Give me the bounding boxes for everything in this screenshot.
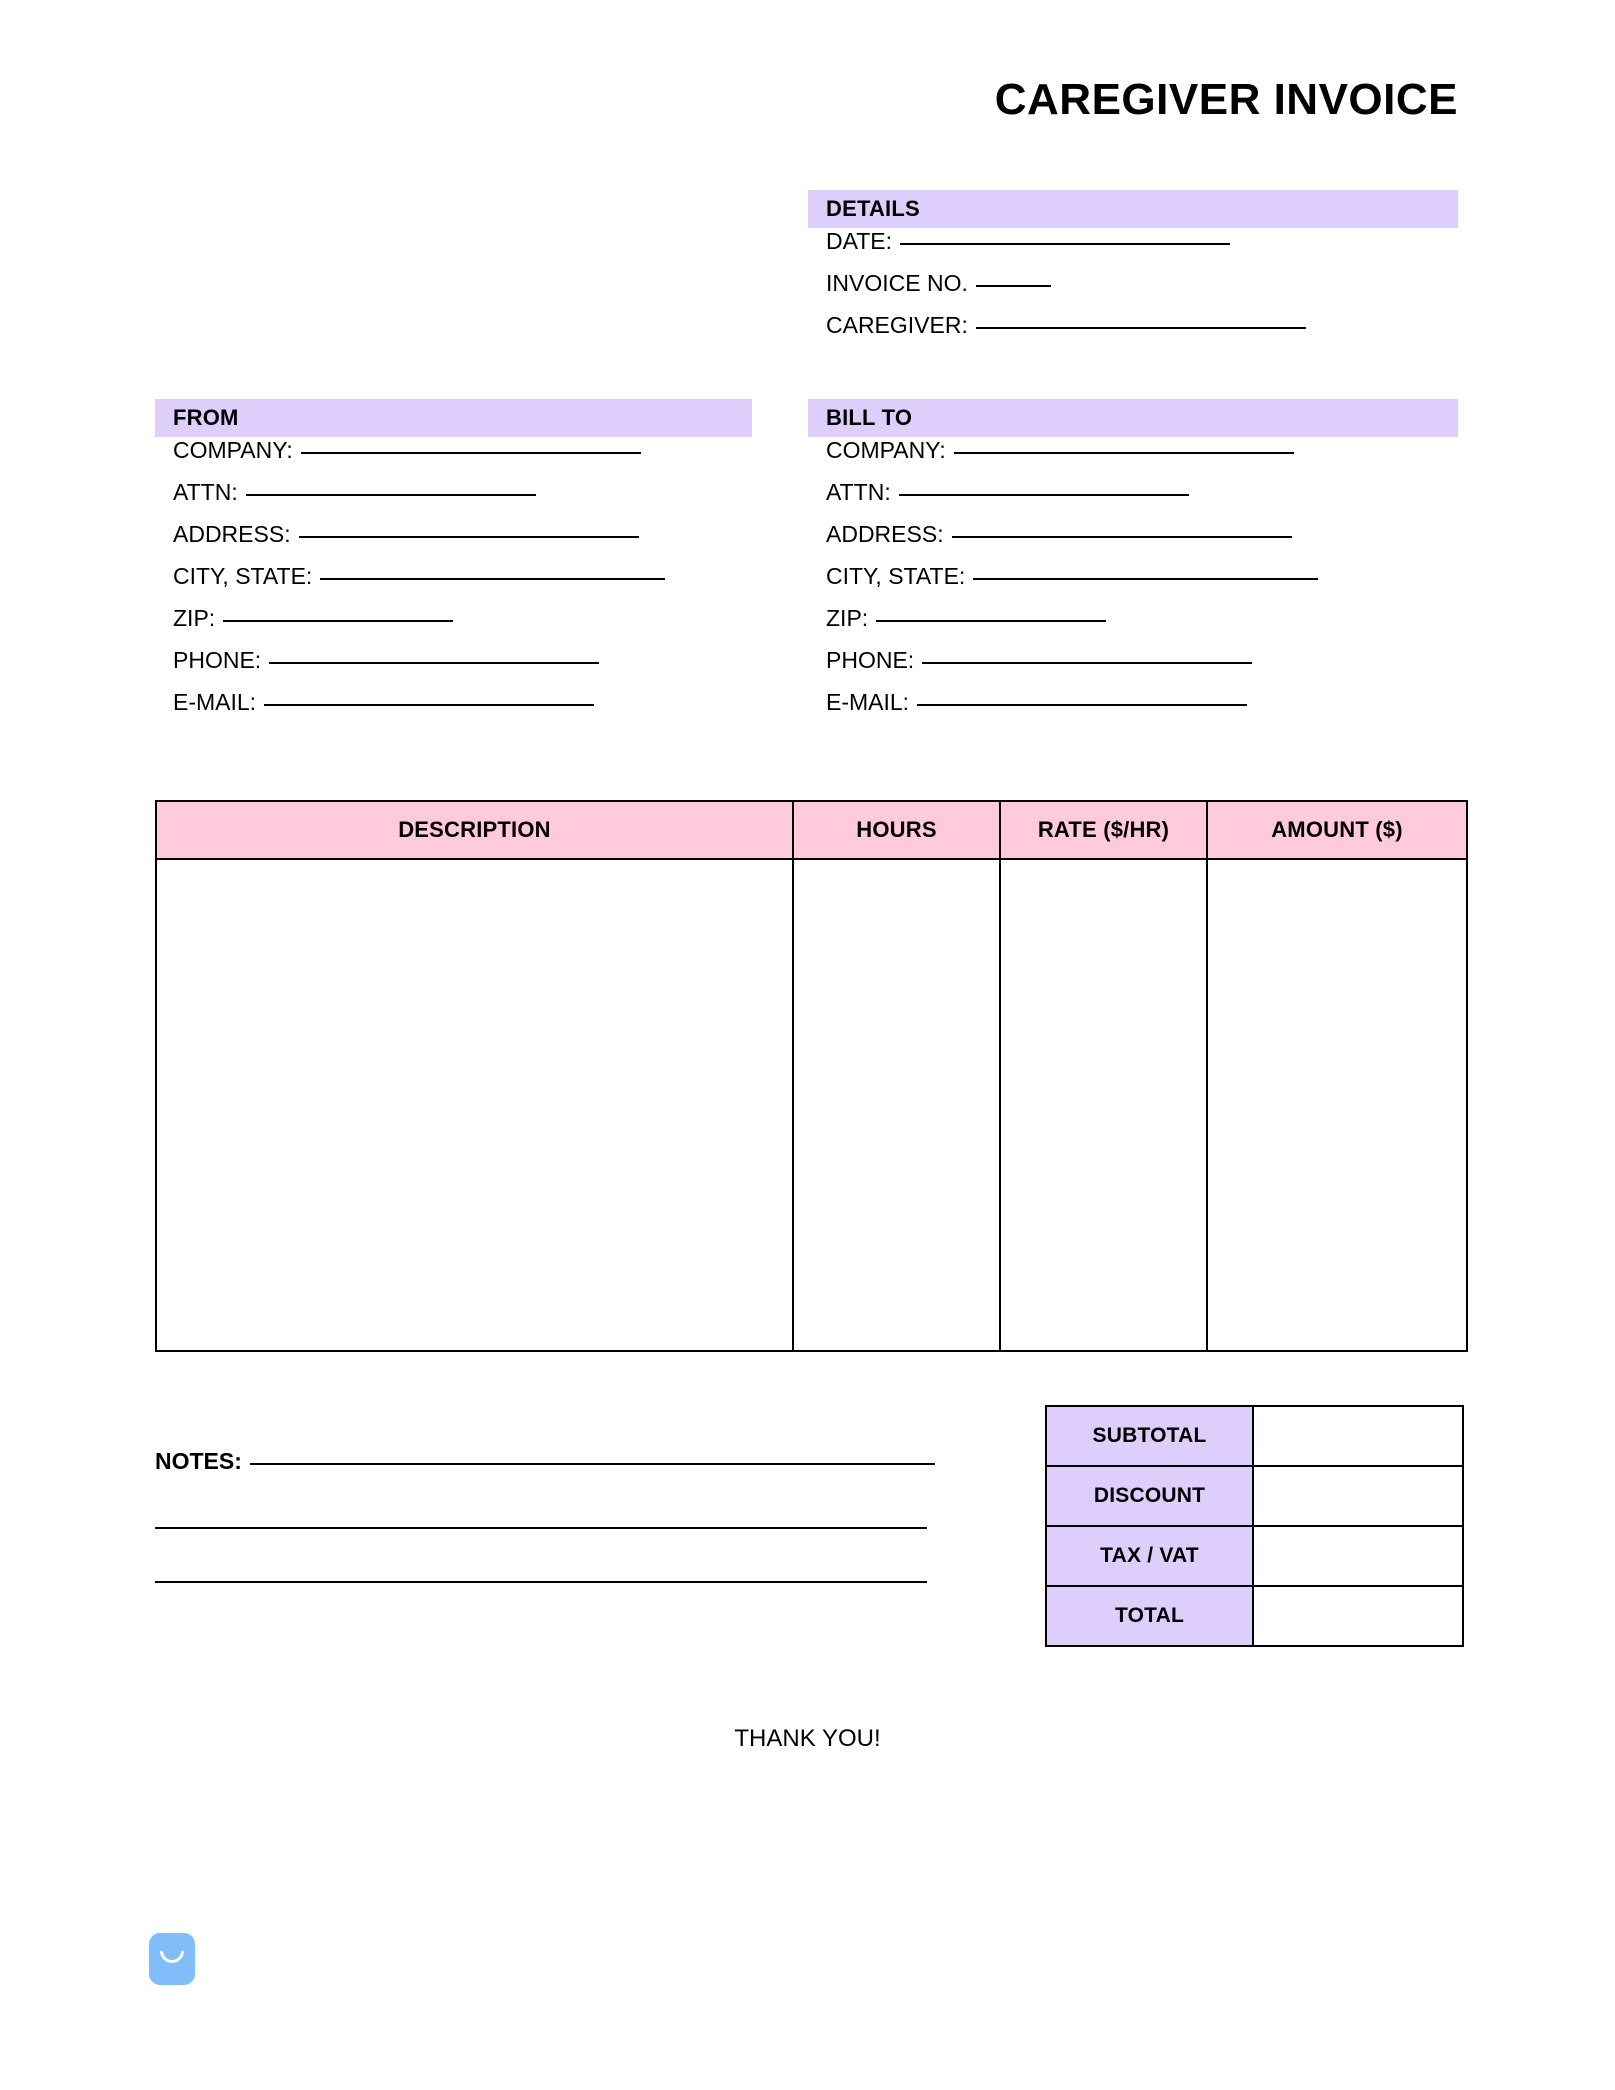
line-item-rate-cell[interactable] — [1000, 859, 1207, 1351]
line-items-entry-row — [156, 859, 1467, 1351]
from-field-phone — [155, 647, 752, 689]
bill-to-field-email-input[interactable] — [917, 704, 1247, 706]
notes-input-line-2[interactable] — [155, 1527, 927, 1529]
bill-to-field-address-input[interactable] — [952, 536, 1292, 538]
from-field-attn-input[interactable] — [246, 494, 536, 496]
details-field-caregiver-label: CAREGIVER: — [826, 312, 968, 338]
details-field-invoice-no — [808, 270, 1458, 312]
line-item-amount-cell[interactable] — [1207, 859, 1467, 1351]
totals-value-discount[interactable] — [1253, 1466, 1463, 1526]
from-section — [155, 399, 752, 731]
from-field-zip-input[interactable] — [223, 620, 453, 622]
bill-to-field-address — [808, 521, 1458, 563]
notes-section — [155, 1448, 935, 1583]
bill-to-field-zip — [808, 605, 1458, 647]
bill-to-field-attn — [808, 479, 1458, 521]
line-items-header-row — [156, 801, 1467, 859]
from-field-email-input[interactable] — [264, 704, 594, 706]
line-item-hours-cell[interactable] — [793, 859, 1000, 1351]
notes-input-line-3[interactable] — [155, 1581, 927, 1583]
bill-to-field-city-state-input[interactable] — [973, 578, 1318, 580]
from-field-phone-label: PHONE: — [173, 647, 262, 673]
details-field-date — [808, 228, 1458, 270]
from-field-company-input[interactable] — [301, 452, 641, 454]
totals-value-subtotal[interactable] — [1253, 1406, 1463, 1466]
bill-to-field-email-label: E-MAIL: — [826, 689, 910, 715]
from-field-city-state-input[interactable] — [320, 578, 665, 580]
bill-to-field-zip-input[interactable] — [876, 620, 1106, 622]
from-field-attn — [155, 479, 752, 521]
details-field-invoice-no-label: INVOICE NO. — [826, 270, 968, 296]
details-field-date-label: DATE: — [826, 228, 893, 254]
from-field-address-input[interactable] — [299, 536, 639, 538]
from-field-email — [155, 689, 752, 731]
line-item-description-cell[interactable] — [156, 859, 793, 1351]
from-field-phone-input[interactable] — [269, 662, 599, 664]
bill-to-heading: BILL TO — [808, 399, 1458, 437]
column-header-hours: HOURS — [793, 801, 1000, 859]
from-field-city-state — [155, 563, 752, 605]
bill-to-field-email — [808, 689, 1458, 731]
from-heading: FROM — [155, 399, 752, 437]
totals-label-subtotal: SUBTOTAL — [1046, 1406, 1253, 1466]
bill-to-field-company-input[interactable] — [954, 452, 1294, 454]
notes-first-row — [155, 1448, 935, 1475]
details-field-caregiver — [808, 312, 1458, 354]
from-field-address — [155, 521, 752, 563]
from-field-email-label: E-MAIL: — [173, 689, 257, 715]
from-field-city-state-label: CITY, STATE: — [173, 563, 313, 589]
totals-table — [1045, 1405, 1464, 1647]
from-field-attn-label: ATTN: — [173, 479, 238, 505]
totals-label-tax-vat: TAX / VAT — [1046, 1526, 1253, 1586]
bill-to-field-attn-label: ATTN: — [826, 479, 891, 505]
bill-to-field-zip-label: ZIP: — [826, 605, 869, 631]
bill-to-field-address-label: ADDRESS: — [826, 521, 944, 547]
bill-to-section — [808, 399, 1458, 731]
totals-row-discount — [1046, 1466, 1463, 1526]
from-field-zip-label: ZIP: — [173, 605, 216, 631]
details-section — [808, 190, 1458, 354]
totals-row-total — [1046, 1586, 1463, 1646]
details-field-date-input[interactable] — [900, 243, 1230, 245]
totals-value-tax-vat[interactable] — [1253, 1526, 1463, 1586]
bill-to-field-city-state — [808, 563, 1458, 605]
details-field-caregiver-input[interactable] — [976, 327, 1306, 329]
from-field-company-label: COMPANY: — [173, 437, 293, 463]
bill-to-field-city-state-label: CITY, STATE: — [826, 563, 966, 589]
bill-to-field-attn-input[interactable] — [899, 494, 1189, 496]
totals-row-tax-vat — [1046, 1526, 1463, 1586]
page-title: CAREGIVER INVOICE — [994, 75, 1458, 124]
totals-value-total[interactable] — [1253, 1586, 1463, 1646]
from-field-address-label: ADDRESS: — [173, 521, 291, 547]
totals-label-total: TOTAL — [1046, 1586, 1253, 1646]
column-header-rate: RATE ($/HR) — [1000, 801, 1207, 859]
bill-to-field-phone-input[interactable] — [922, 662, 1252, 664]
bill-to-field-phone-label: PHONE: — [826, 647, 915, 673]
smile-badge-icon — [149, 1933, 195, 1985]
bill-to-field-company — [808, 437, 1458, 479]
totals-row-subtotal — [1046, 1406, 1463, 1466]
line-items-table — [155, 800, 1468, 1352]
details-field-invoice-no-input[interactable] — [976, 285, 1051, 287]
bill-to-field-phone — [808, 647, 1458, 689]
smile-arc-icon — [160, 1951, 184, 1963]
column-header-amount: AMOUNT ($) — [1207, 801, 1467, 859]
totals-label-discount: DISCOUNT — [1046, 1466, 1253, 1526]
from-field-zip — [155, 605, 752, 647]
from-field-company — [155, 437, 752, 479]
details-heading: DETAILS — [808, 190, 1458, 228]
notes-label: NOTES: — [155, 1448, 242, 1474]
thank-you-text: THANK YOU! — [734, 1725, 881, 1752]
notes-input-line-1[interactable] — [250, 1463, 935, 1465]
column-header-description: DESCRIPTION — [156, 801, 793, 859]
bill-to-field-company-label: COMPANY: — [826, 437, 946, 463]
